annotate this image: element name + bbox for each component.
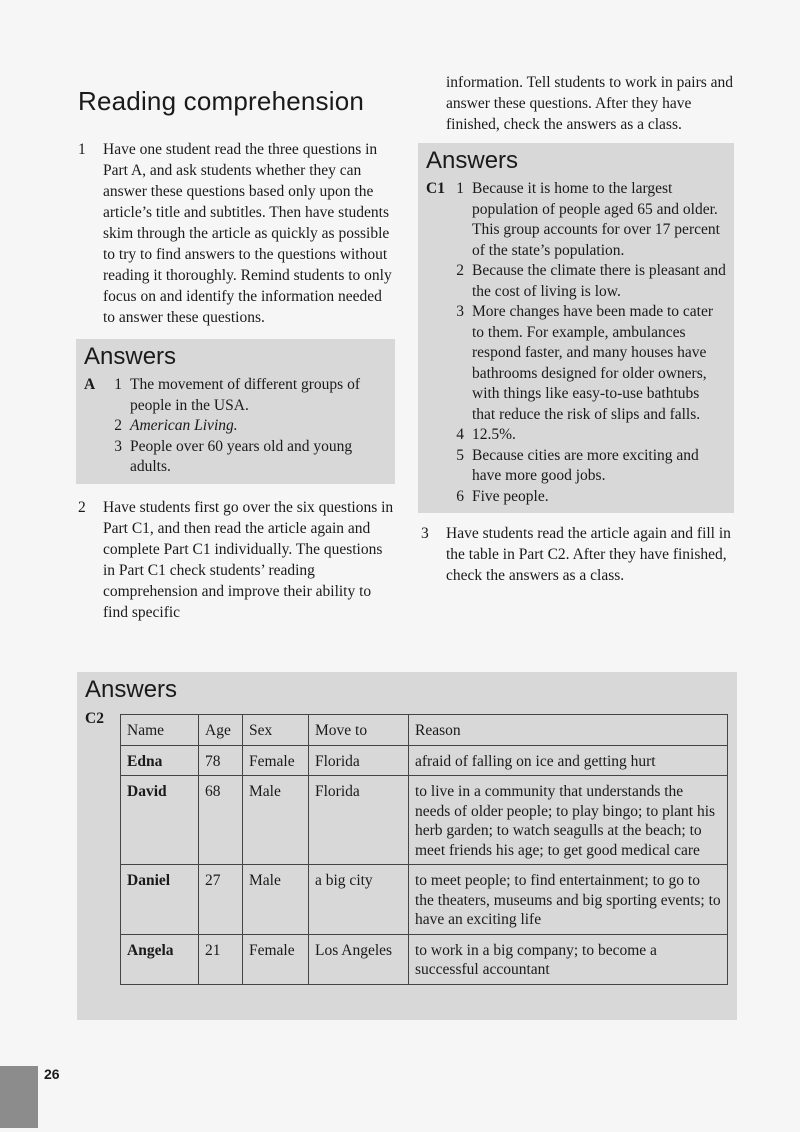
table-cell-reason: afraid of falling on ice and getting hurt [409, 745, 728, 776]
table-cell-name: Edna [121, 745, 199, 776]
table-cell-name: David [121, 776, 199, 865]
column-header: Move to [309, 715, 409, 746]
instruction-2-continued [421, 72, 737, 135]
table-cell-move-to: Florida [309, 745, 409, 776]
answer-number: 5 [456, 446, 464, 464]
column-header: Age [199, 715, 243, 746]
instruction-text: Have one student read the three questions in Part A, and ask students whether they can answer these questions based only upon the article’s title and subtitles. Then have students skim through the article as quickly as possible to try to find answers to the questions without reading it thoroughly. Remind students to only focus on and identify the information needed to answer these questions. [103, 141, 392, 326]
answer-number: 6 [456, 487, 464, 505]
table-cell-move-to: Florida [309, 776, 409, 865]
column-header: Sex [243, 715, 309, 746]
answer-text: Because cities are more exciting and have more good jobs. [472, 446, 699, 484]
table-cell-move-to: Los Angeles [309, 934, 409, 984]
answer-number: 3 [114, 437, 122, 455]
instruction-text: Have students read the article again and fill in the table in Part C2. After they have finished, check the answers as a class. [446, 525, 731, 584]
answer-number: 1 [456, 180, 464, 197]
instruction-1 [78, 139, 396, 328]
answer-item [84, 437, 387, 478]
column-header: Name [121, 715, 199, 746]
right-column [421, 72, 737, 586]
instruction-text: information. Tell students to work in pairs and answer these questions. After they have finished, check the answers as a class. [446, 74, 734, 133]
table-cell-age: 78 [199, 745, 243, 776]
answer-item [426, 446, 726, 487]
table-row [121, 934, 728, 984]
table-cell-sex: Female [243, 745, 309, 776]
answer-text: 12.5%. [472, 426, 516, 443]
answer-item [84, 416, 387, 437]
page-title: Reading comprehension [78, 86, 365, 116]
answer-item [426, 302, 726, 425]
table-row [121, 745, 728, 776]
table-cell-move-to: a big city [309, 865, 409, 935]
answer-item [84, 375, 387, 416]
answer-number: 4 [456, 426, 464, 443]
table-cell-name: Daniel [121, 865, 199, 935]
answer-item [426, 487, 726, 508]
table-cell-reason: to live in a community that understands the needs of older people; to play bingo; to plant his herb garden; to watch seagulls at the beach; to meet friends his age; to get good medical care [409, 776, 728, 865]
left-column [78, 76, 396, 623]
answers-heading: Answers [426, 147, 519, 174]
table-cell-reason: to work in a big company; to become a successful accountant [409, 934, 728, 984]
table-cell-sex: Male [243, 865, 309, 935]
answers-box-c2 [77, 672, 737, 1020]
instruction-3 [421, 523, 737, 586]
answer-text: The movement of different groups of people in the USA. [130, 376, 360, 414]
answers-heading: Answers [85, 676, 178, 703]
table-cell-age: 68 [199, 776, 243, 865]
answers-table [120, 714, 728, 985]
answer-text: Because it is home to the largest population of people aged 65 and older. This group accounts for over 17 percent of the state’s population. [472, 180, 720, 259]
table-cell-sex: Male [243, 776, 309, 865]
answer-number: 1 [114, 376, 122, 393]
table-row [121, 865, 728, 935]
instruction-number: 1 [78, 141, 86, 158]
answers-box-c1 [418, 143, 734, 513]
answer-section-label: A [84, 376, 96, 393]
answer-item [426, 425, 726, 446]
table-cell-age: 21 [199, 934, 243, 984]
instruction-number: 2 [78, 498, 86, 516]
answer-number: 2 [114, 417, 122, 434]
answers-box-a [76, 339, 395, 484]
answer-text: Five people. [472, 487, 549, 505]
answer-item [426, 179, 726, 261]
table-cell-reason: to meet people; to find entertainment; to go to the theaters, museums and big sporting events; to have an exciting life [409, 865, 728, 935]
column-header: Reason [409, 715, 728, 746]
answer-text: More changes have been made to cater to them. For example, ambulances respond faster, and many houses have bathrooms designed for older owners, with things like easy-to-use bathtubs that reduce the risk of slips and falls. [472, 303, 713, 423]
page-number-tab [0, 1066, 38, 1128]
answer-number: 3 [456, 303, 464, 320]
answer-text: American Living. [130, 417, 238, 434]
table-cell-name: Angela [121, 934, 199, 984]
table-cell-sex: Female [243, 934, 309, 984]
answer-section-label: C2 [85, 710, 104, 727]
answer-section-label: C1 [426, 180, 445, 197]
answer-text: People over 60 years old and young adults. [130, 437, 353, 475]
answers-heading: Answers [84, 343, 177, 370]
answer-item [426, 261, 726, 302]
instruction-text: Have students first go over the six questions in Part C1, and then read the article again and complete Part C1 individually. The questions in Part C1 check students’ reading comprehension and improve their ability to find specific [103, 498, 394, 621]
table-cell-age: 27 [199, 865, 243, 935]
answer-text: Because the climate there is pleasant and the cost of living is low. [472, 262, 726, 300]
instruction-number: 3 [421, 525, 429, 542]
table-row [121, 776, 728, 865]
answer-number: 2 [456, 262, 464, 279]
instruction-2 [78, 497, 396, 623]
page-number: 26 [44, 1066, 60, 1082]
table-header-row [121, 715, 728, 746]
